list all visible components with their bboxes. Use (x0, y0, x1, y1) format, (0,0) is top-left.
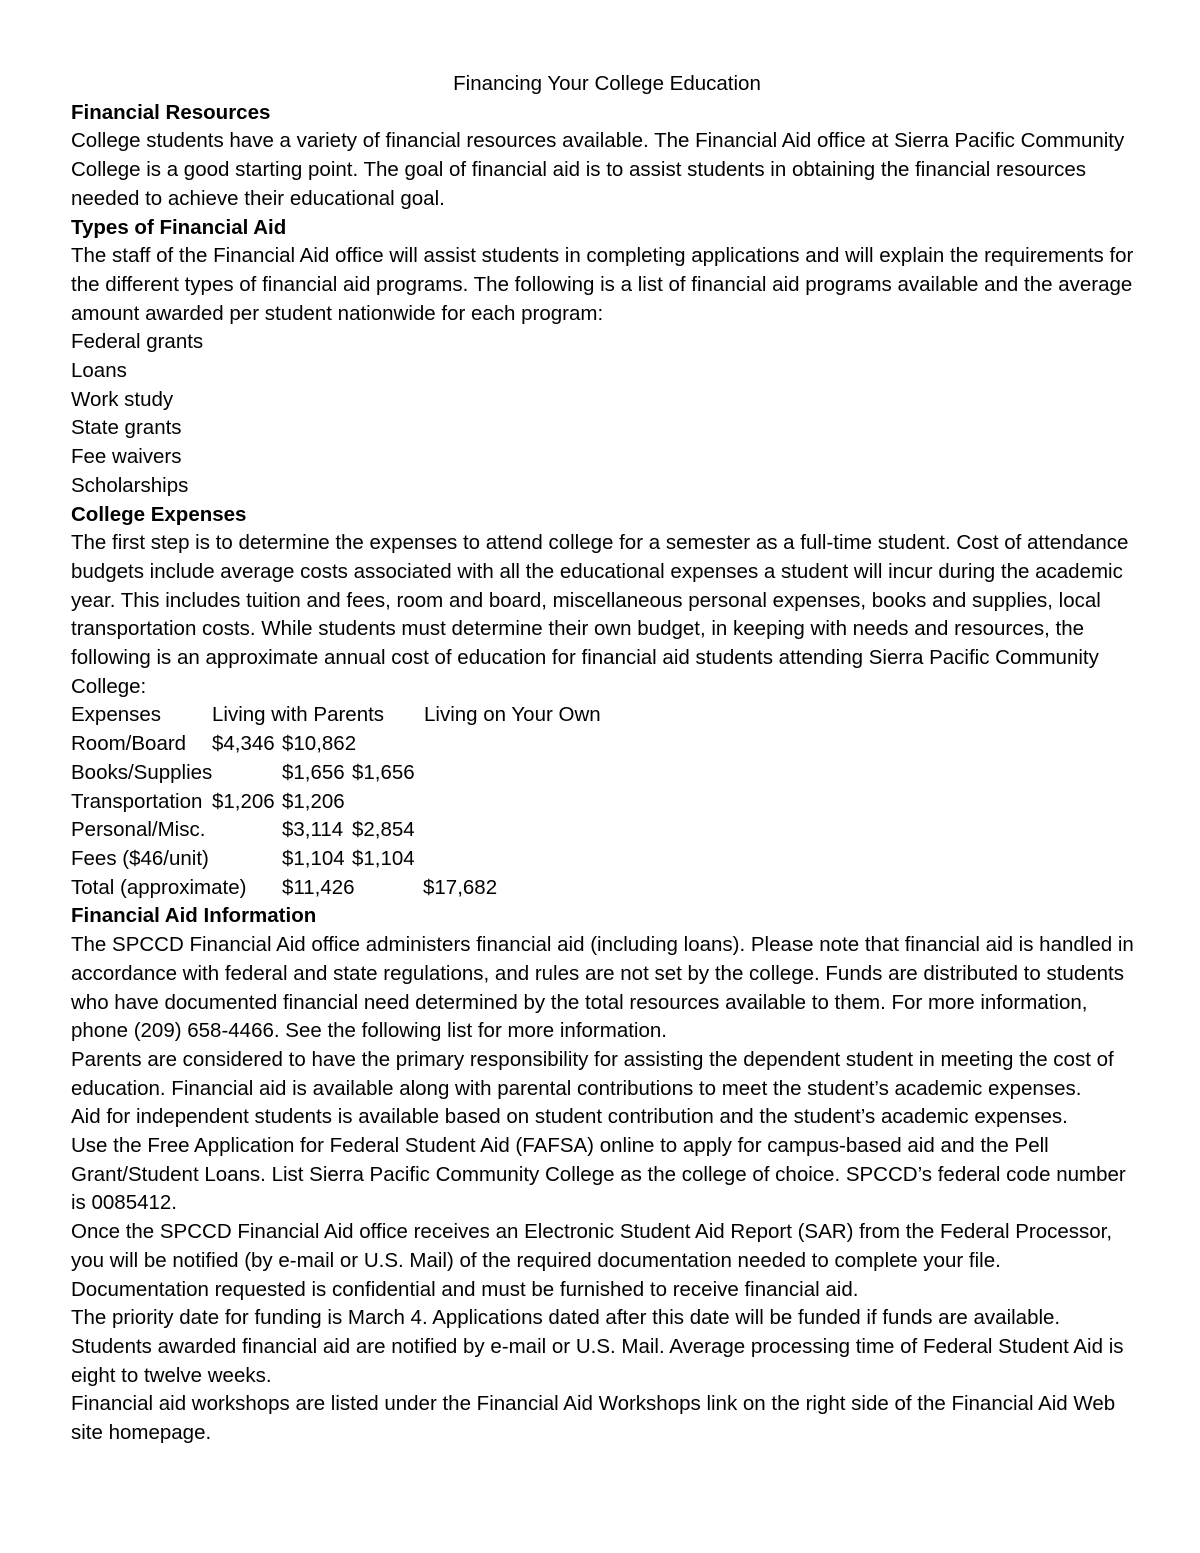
row-parents-value: $1,206 (212, 789, 275, 813)
resources-paragraph: College students have a variety of financial resources available. The Financial Aid office at Sierra Pacific Community College is a good starting point. The goal of financial aid is to assist students in obtaining the financial resources needed to achieve their educational goal. (71, 129, 1125, 210)
info-paragraph: Financial aid workshops are listed under the Financial Aid Workshops link on the right side of the Financial Aid Web site homepage. (71, 1392, 1116, 1445)
row-parents-value: $1,656 (282, 760, 345, 784)
section-heading-types: Types of Financial Aid (71, 215, 287, 239)
row-label: Personal/Misc. (71, 818, 206, 842)
header-living-on-own: Living on Your Own (424, 703, 601, 727)
row-label: Books/Supplies (71, 760, 213, 784)
row-label: Fees ($46/unit) (71, 846, 209, 870)
aid-type-item: Federal grants (71, 330, 204, 354)
table-row (71, 816, 1143, 845)
info-paragraph: Use the Free Application for Federal Student Aid (FAFSA) online to apply for campus-based aid and the Pell Grant/Student Loans. List Sierra Pacific Community College as the college of choice. SPCCD’s federal code number is 0085412. (71, 1134, 1126, 1215)
info-paragraph: Students awarded financial aid are notified by e-mail or U.S. Mail. Average processing time of Federal Student Aid is eight to twelve weeks. (71, 1334, 1124, 1387)
row-parents-value: $1,104 (282, 846, 345, 870)
row-label: Room/Board (71, 732, 187, 756)
expenses-paragraph: The first step is to determine the expenses to attend college for a semester as a full-time student. Cost of attendance budgets include average costs associated with all the educational expenses a student will incur during the academic year. This includes tuition and fees, room and board, miscellaneous personal expenses, books and supplies, local transportation costs. While students must determine their own budget, in keeping with needs and resources, the following is an approximate annual cost of education for financial aid students attending Sierra Pacific Community College: (71, 531, 1129, 698)
aid-type-item: Loans (71, 359, 127, 383)
info-paragraph: Aid for independent students is available based on student contribution and the student’s academic expenses. (71, 1105, 1068, 1129)
info-paragraph: Once the SPCCD Financial Aid office receives an Electronic Student Aid Report (SAR) from the Federal Processor, you will be notified (by e-mail or U.S. Mail) of the required documentation needed to complete your file. Documentation requested is confidential and must be furnished to receive financial aid. (71, 1220, 1113, 1301)
table-row (71, 845, 1143, 874)
row-label: Total (approximate) (71, 875, 247, 899)
row-own-value: $1,206 (282, 789, 345, 813)
section-heading-info: Financial Aid Information (71, 904, 317, 928)
row-own-value: $1,104 (352, 846, 415, 870)
aid-type-item: Fee waivers (71, 445, 182, 469)
row-label: Transportation (71, 789, 203, 813)
expenses-table-header (71, 701, 1143, 730)
info-paragraph: Parents are considered to have the primary responsibility for assisting the dependent student in meeting the cost of education. Financial aid is available along with parental contributions to meet the student’s academic expenses. (71, 1047, 1114, 1100)
aid-type-item: State grants (71, 416, 182, 440)
row-parents-value: $4,346 (212, 732, 275, 756)
table-row (71, 788, 1143, 817)
row-own-value: $17,682 (423, 875, 498, 899)
expenses-table (71, 701, 1143, 902)
section-heading-resources: Financial Resources (71, 100, 271, 124)
table-row (71, 759, 1143, 788)
header-living-with-parents: Living with Parents (212, 703, 385, 727)
header-expenses: Expenses (71, 703, 162, 727)
aid-type-item: Work study (71, 387, 174, 411)
aid-type-item: Scholarships (71, 473, 189, 497)
row-own-value: $1,656 (352, 760, 415, 784)
row-own-value: $2,854 (352, 818, 415, 842)
row-own-value: $10,862 (282, 732, 357, 756)
document-title: Financing Your College Education (453, 72, 761, 95)
document-page (71, 70, 1143, 1448)
info-paragraph: The SPCCD Financial Aid office administers financial aid (including loans). Please note that financial aid is handled in accordance with federal and state regulations, and rules are not set by the college. Funds are distributed to students who have documented financial need determined by the total resources available to them. For more information, phone (209) 658-4466. See the following list for more information. (71, 933, 1134, 1043)
row-parents-value: $3,114 (282, 818, 344, 842)
table-row (71, 730, 1143, 759)
table-row (71, 874, 1143, 903)
types-paragraph: The staff of the Financial Aid office will assist students in completing applications and will explain the requirements for the different types of financial aid programs. The following is a list of financial aid programs available and the average amount awarded per student nationwide for each program: (71, 244, 1134, 325)
info-paragraph: The priority date for funding is March 4. Applications dated after this date will be funded if funds are available. (71, 1306, 1061, 1330)
row-parents-value: $11,426 (282, 875, 355, 899)
section-heading-expenses: College Expenses (71, 502, 247, 526)
